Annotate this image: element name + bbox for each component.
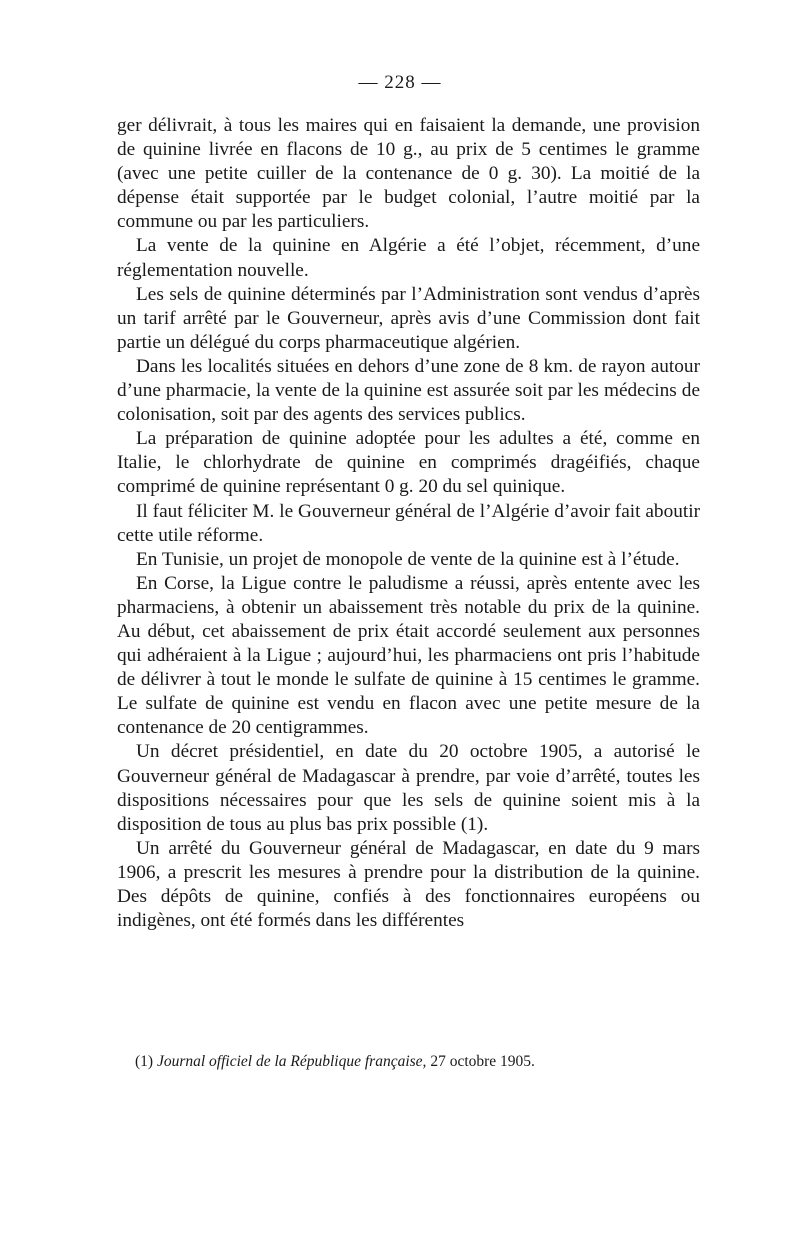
paragraph-tunisia: En Tunisie, un projet de monopole de vente de la quinine est à l’étude. bbox=[136, 548, 680, 570]
page-number: — 228 — bbox=[358, 72, 442, 93]
paragraph-localities-sale: Dans les localités situées en dehors d’une zone de 8 km. de rayon autour d’une pharmacie, la vente de la quinine est assurée soit par les médecins de colonisation, soit par des agents des services publics. bbox=[117, 355, 700, 426]
footnote-date: 27 octobre 1905. bbox=[430, 1053, 535, 1070]
paragraph-quinine-salts-tariff: Les sels de quinine déterminés par l’Administration sont vendus d’après un tarif arrêté par le Gouverneur, après avis d’une Commission dont fait partie un délégué du corps pharmaceutique algérien. bbox=[117, 283, 700, 353]
footnote bbox=[135, 1051, 700, 1073]
paragraph-preparation: La préparation de quinine adoptée pour les adultes a été, comme en Italie, le chlorhydrate de quinine en comprimés dragéifiés, chaque comprimé de quinine représentant 0 g. 20 du sel quinique. bbox=[117, 428, 700, 498]
paragraph-congratulation: Il faut féliciter M. le Gouverneur général de l’Algérie d’avoir fait aboutir cette utile réforme. bbox=[117, 500, 700, 546]
body-text bbox=[117, 114, 700, 933]
footnote-title: Journal officiel de la République française, bbox=[156, 1053, 427, 1070]
paragraph-algeria-regulation: La vente de la quinine en Algérie a été l’objet, récemment, d’une réglementation nouvelle. bbox=[117, 235, 700, 281]
paragraph-continuation: ger délivrait, à tous les maires qui en faisaient la demande, une provision de quinine livrée en flacons de 10 g., au prix de 5 centimes le gramme (avec une petite cuiller de la contenance de 0 g. 30). La moitié de la dépense était supportée par le budget colonial, l’autre moitié par la commune ou par les particuliers. bbox=[117, 115, 700, 233]
paragraph-corsica: En Corse, la Ligue contre le paludisme a réussi, après entente avec les pharmaciens, à obtenir un abaissement très notable du prix de la quinine. Au début, cet abaissement de prix était accordé seulement aux personnes qui adhéraient à la Ligue ; aujourd’hui, les pharmaciens ont pris l’habitude de délivrer à tout le monde le sulfate de quinine à 15 centimes le gramme. Le sulfate de quinine est vendu en flacon avec une petite mesure de la contenance de 20 centigrammes. bbox=[117, 572, 700, 739]
paragraph-madagascar-1906: Un arrêté du Gouverneur général de Madagascar, en date du 9 mars 1906, a prescrit les mesures à prendre pour la distribution de la quinine. Des dépôts de quinine, confiés à des fonctionnaires européens ou indigènes, ont été formés dans les différentes bbox=[117, 837, 700, 932]
footnote-marker: (1) bbox=[135, 1053, 154, 1070]
paragraph-decree-1905: Un décret présidentiel, en date du 20 octobre 1905, a autorisé le Gouverneur général de Madagascar à prendre, par voie d’arrêté, toutes les dispositions nécessaires pour que les sels de quinine soient mis à la disposition de tous au plus bas prix possible (1). bbox=[117, 741, 700, 835]
